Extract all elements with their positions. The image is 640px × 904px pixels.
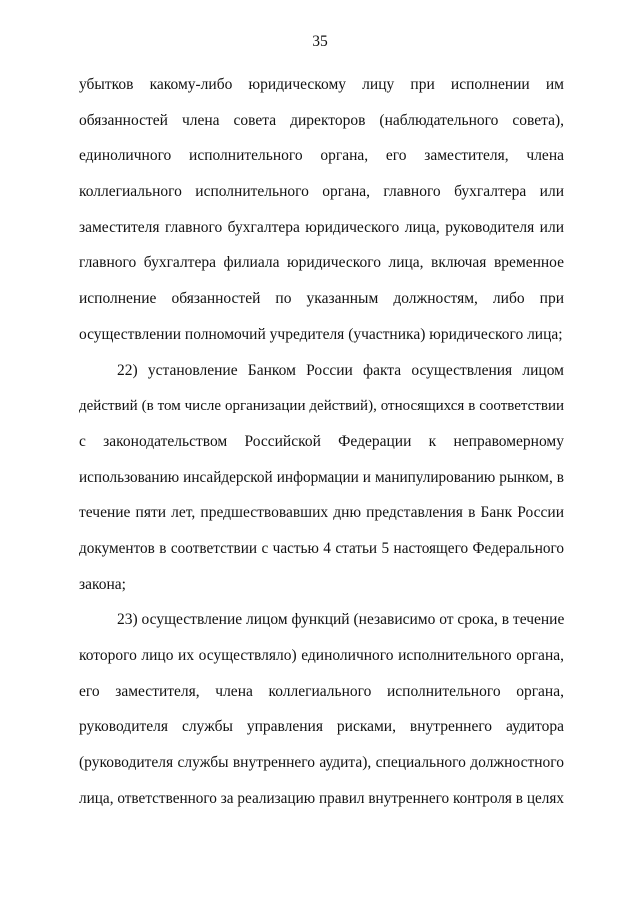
text-line: убытков какому-либо юридическому лицу при исполнении им <box>79 76 564 93</box>
text-line: заместителя главного бухгалтера юридического лица, руководителя или <box>79 218 564 236</box>
text-line: главного бухгалтера филиала юридического лица, включая временное <box>79 254 564 272</box>
text-line: лица, ответственного за реализацию правил внутреннего контроля в целях <box>79 789 564 807</box>
page-number: 35 <box>312 33 328 50</box>
text-line: закона; <box>79 575 126 593</box>
text-line: осуществлении полномочий учредителя (участника) юридического лица; <box>79 325 563 343</box>
text-line: использованию инсайдерской информации и манипулированию рынком, в <box>79 468 564 486</box>
text-line: которого лицо их осуществляло) единоличного исполнительного органа, <box>79 647 564 664</box>
text-line: действий (в том числе организации действий), относящихся в соответствии <box>79 398 564 415</box>
text-line: обязанностей члена совета директоров (наблюдательного совета), <box>79 111 564 129</box>
text-line: коллегиального исполнительного органа, главного бухгалтера или <box>79 183 564 201</box>
text-line: единоличного исполнительного органа, его заместителя, члена <box>79 147 564 165</box>
body-text <box>79 75 564 824</box>
text-line: с законодательством Российской Федерации к неправомерному <box>79 432 564 450</box>
text-line: 23) осуществление лицом функций (независимо от срока, в течение <box>117 611 565 629</box>
text-line: 22) установление Банком России факта осуществления лицом <box>117 361 564 379</box>
text-line: (руководителя службы внутреннего аудита), специального должностного <box>79 754 564 772</box>
text-line: течение пяти лет, предшествовавших дню представления в Банк России <box>79 504 564 522</box>
text-line: исполнение обязанностей по указанным должностям, либо при <box>79 290 564 308</box>
text-line: документов в соответствии с частью 4 статьи 5 настоящего Федерального <box>79 539 564 557</box>
text-line: его заместителя, члена коллегиального исполнительного органа, <box>79 682 564 700</box>
text-line: руководителя службы управления рисками, внутреннего аудитора <box>79 718 564 736</box>
